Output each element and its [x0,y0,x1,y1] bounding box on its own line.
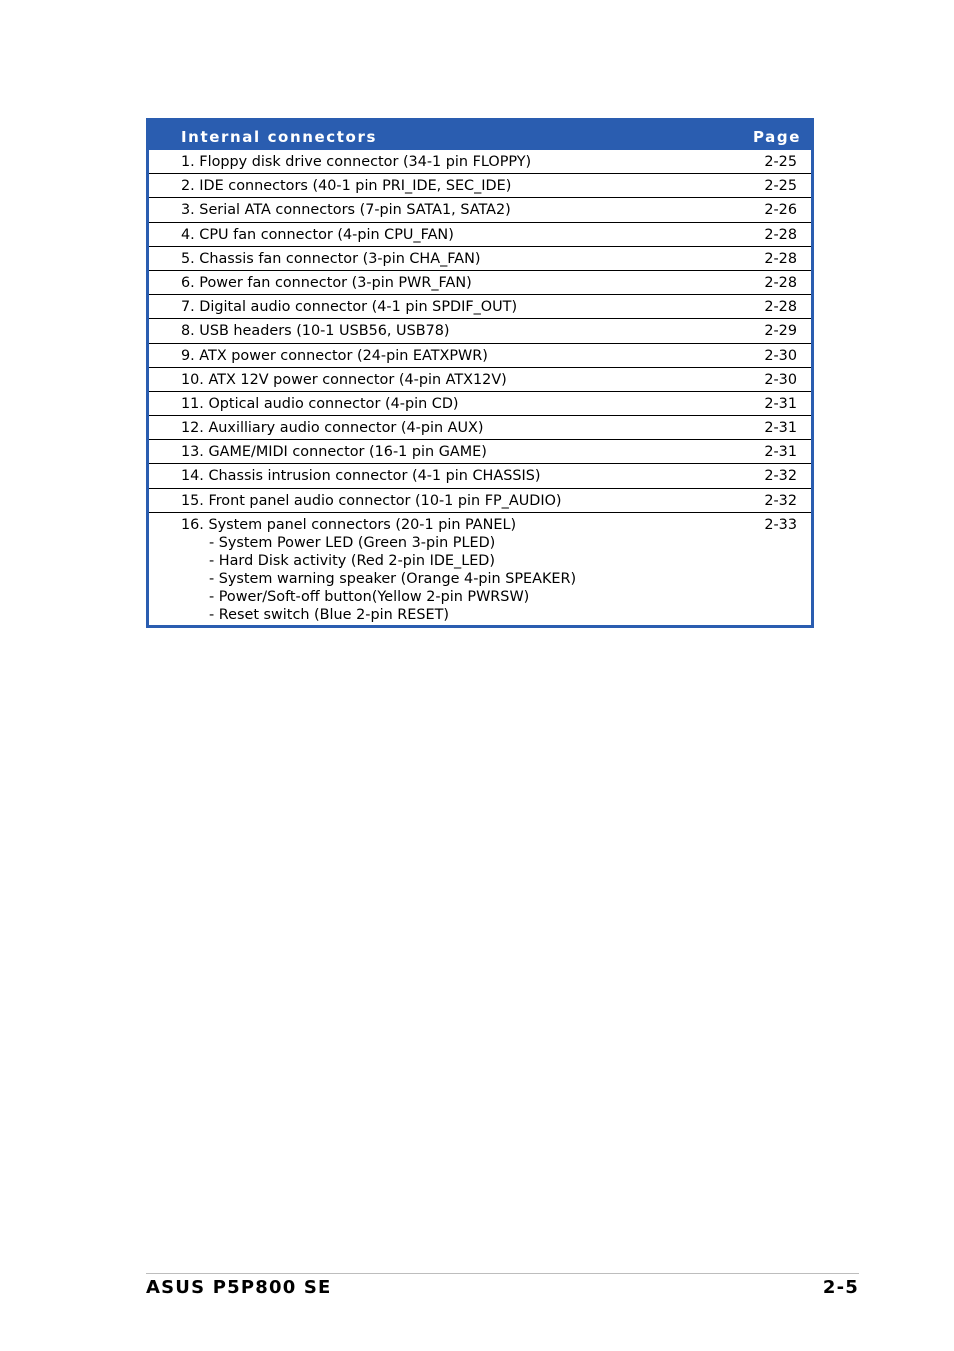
table-row [149,247,811,271]
table-row [149,392,811,416]
page-reference: 2-31 [764,420,797,437]
table-row [149,174,811,198]
connector-label: 13. GAME/MIDI connector (16-1 pin GAME) [181,444,487,461]
page-reference: 2-30 [764,371,797,388]
table-row [149,368,811,392]
table-row [149,295,811,319]
page-reference: 2-33 [764,516,797,533]
internal-connectors-table [146,118,814,628]
page-reference: 2-29 [764,323,797,340]
table-row [149,344,811,368]
sub-connector-item: - System Power LED (Green 3-pin PLED) [209,534,496,551]
table-row [149,150,811,174]
table-row [149,489,811,513]
table-row [149,440,811,464]
connector-label: 12. Auxilliary audio connector (4-pin AUX) [181,420,484,437]
connector-group [181,517,576,624]
page-reference: 2-28 [764,250,797,267]
sub-connector-item: - Hard Disk activity (Red 2-pin IDE_LED) [209,552,496,569]
footer-divider [146,1273,859,1274]
page-reference: 2-32 [764,468,797,485]
page-reference: 2-28 [764,226,797,243]
page-reference: 2-25 [764,154,797,170]
header-title: Internal connectors [181,128,377,146]
page-reference: 2-26 [764,202,797,219]
sub-connector-list [181,534,576,624]
table-row [149,271,811,295]
table-row [149,198,811,222]
connector-label: 2. IDE connectors (40-1 pin PRI_IDE, SEC_IDE) [181,178,512,195]
footer-page-number: 2-5 [822,1277,859,1298]
connector-label: 11. Optical audio connector (4-pin CD) [181,395,459,412]
connector-label: 6. Power fan connector (3-pin PWR_FAN) [181,274,472,291]
connector-label: 9. ATX power connector (24-pin EATXPWR) [181,347,488,364]
connector-label: 15. Front panel audio connector (10-1 pin FP_AUDIO) [181,492,562,509]
table-row [149,464,811,488]
connector-label: 1. Floppy disk drive connector (34-1 pin FLOPPY) [181,154,532,170]
page-reference: 2-30 [764,347,797,364]
table-body [149,150,811,625]
table-row [149,416,811,440]
connector-label: 8. USB headers (10-1 USB56, USB78) [181,323,450,340]
table-row [149,319,811,343]
connector-label: 16. System panel connectors (20-1 pin PANEL) [181,516,517,533]
connector-label: 3. Serial ATA connectors (7-pin SATA1, SATA2) [181,202,511,219]
connector-label: 7. Digital audio connector (4-1 pin SPDIF_OUT) [181,299,518,316]
connector-label: 4. CPU fan connector (4-pin CPU_FAN) [181,226,454,243]
connector-label: 5. Chassis fan connector (3-pin CHA_FAN) [181,250,481,267]
table-header [149,118,811,150]
table-row [149,223,811,247]
page-reference: 2-31 [764,395,797,412]
page-reference: 2-32 [764,492,797,509]
header-page: Page [752,128,801,146]
page-reference: 2-25 [764,178,797,195]
footer-product-name: ASUS P5P800 SE [146,1277,332,1298]
page-reference: 2-28 [764,299,797,316]
table-row [149,513,811,625]
page-reference: 2-28 [764,274,797,291]
page-reference: 2-31 [764,444,797,461]
sub-connector-item: - Power/Soft-off button(Yellow 2-pin PWRSW) [209,588,530,605]
sub-connector-item: - System warning speaker (Orange 4-pin SPEAKER) [209,570,577,587]
sub-connector-item: - Reset switch (Blue 2-pin RESET) [209,606,449,623]
connector-label: 14. Chassis intrusion connector (4-1 pin CHASSIS) [181,468,541,485]
connector-label: 10. ATX 12V power connector (4-pin ATX12V) [181,371,507,388]
